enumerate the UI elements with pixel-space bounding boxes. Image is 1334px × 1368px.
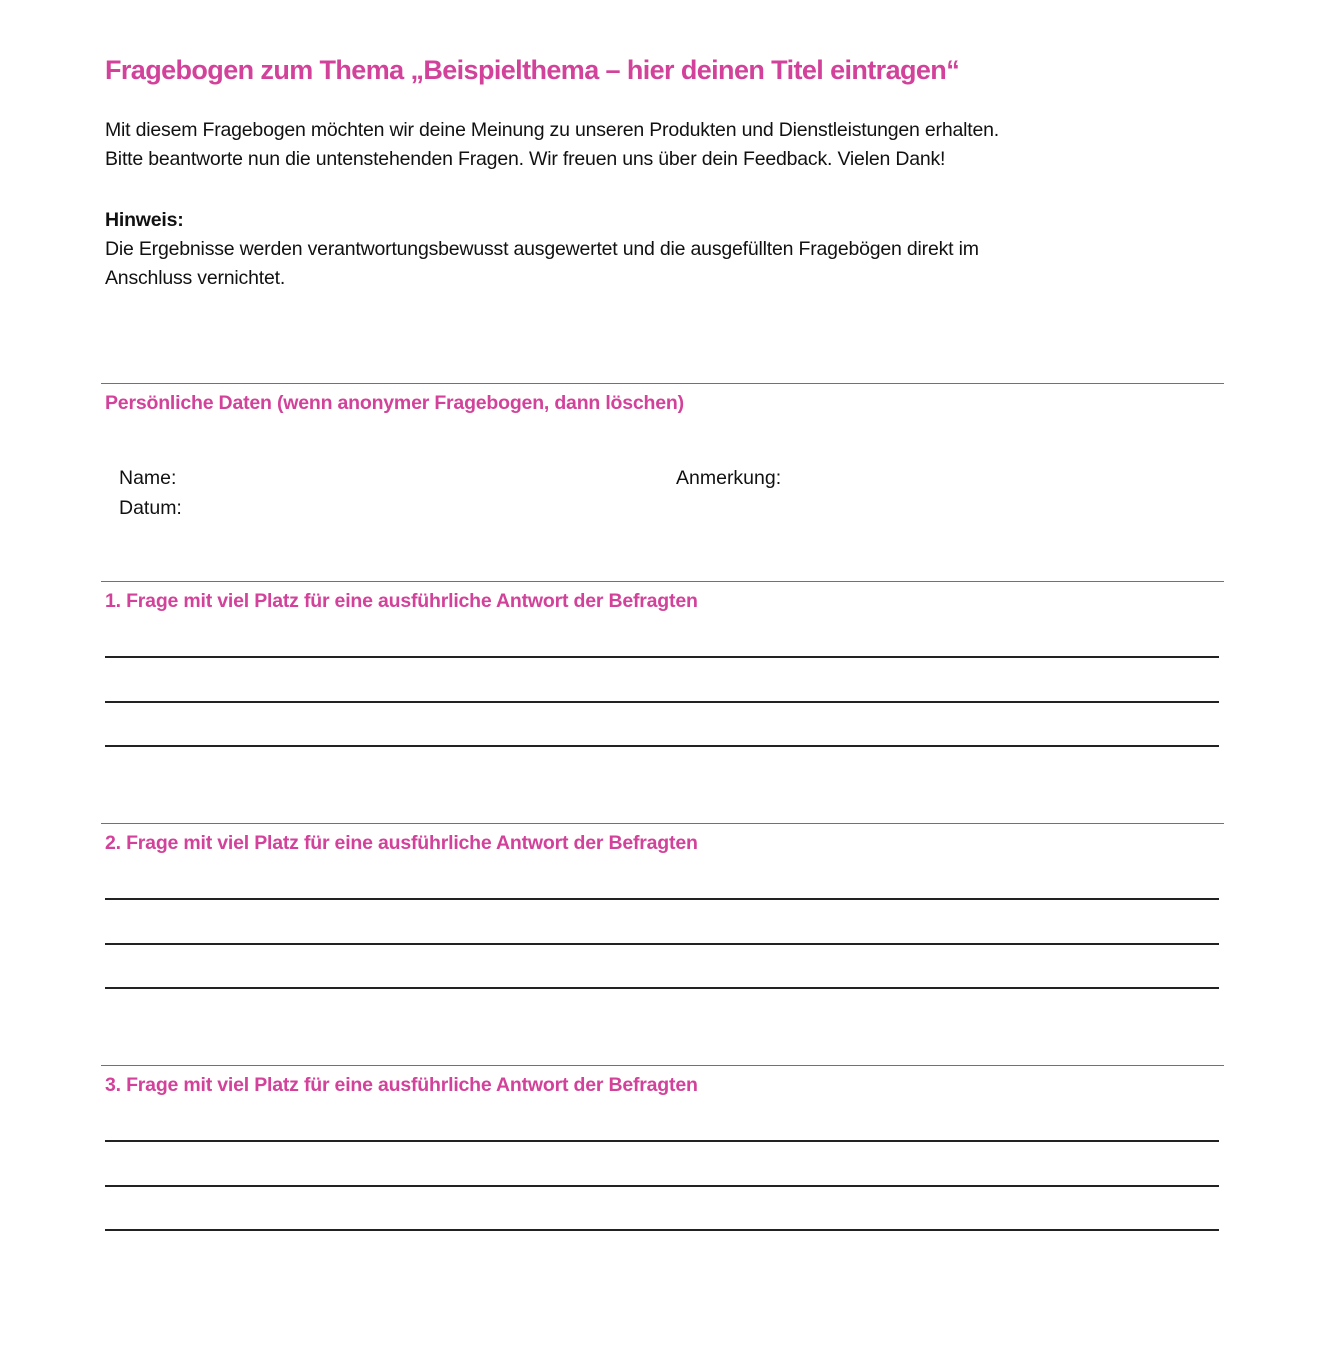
section-divider (101, 581, 1224, 582)
answer-line[interactable] (105, 1140, 1219, 1142)
answer-line[interactable] (105, 1185, 1219, 1187)
intro-line: Bitte beantworte nun die untenstehenden Fragen. Wir freuen uns über dein Feedback. Vielen Dank! (105, 148, 946, 170)
name-field-label[interactable]: Name: (119, 467, 177, 489)
answer-line[interactable] (105, 745, 1219, 747)
answer-line[interactable] (105, 701, 1219, 703)
notice-heading: Hinweis: (105, 209, 184, 231)
section-divider (101, 823, 1224, 824)
remark-field-label[interactable]: Anmerkung: (676, 467, 782, 489)
question-3-label: 3. Frage mit viel Platz für eine ausführliche Antwort der Befragten (105, 1074, 698, 1096)
intro-line: Mit diesem Fragebogen möchten wir deine Meinung zu unseren Produkten und Dienstleistungen erhalten. (105, 119, 999, 141)
date-field-label[interactable]: Datum: (119, 497, 182, 519)
notice-block (105, 206, 979, 293)
intro-text (105, 116, 999, 174)
notice-line: Anschluss vernichtet. (105, 267, 286, 289)
section-divider (101, 1065, 1224, 1066)
answer-line[interactable] (105, 943, 1219, 945)
personal-data-heading: Persönliche Daten (wenn anonymer Fragebogen, dann löschen) (105, 392, 684, 414)
notice-line: Die Ergebnisse werden verantwortungsbewusst ausgewertet und die ausgefüllten Fragebögen direkt im (105, 238, 979, 260)
answer-line[interactable] (105, 1229, 1219, 1231)
answer-line[interactable] (105, 898, 1219, 900)
answer-line[interactable] (105, 987, 1219, 989)
section-divider (101, 383, 1224, 384)
page-title: Fragebogen zum Thema „Beispielthema – hier deinen Titel eintragen“ (105, 55, 960, 85)
answer-line[interactable] (105, 656, 1219, 658)
question-1-label: 1. Frage mit viel Platz für eine ausführliche Antwort der Befragten (105, 590, 698, 612)
question-2-label: 2. Frage mit viel Platz für eine ausführliche Antwort der Befragten (105, 832, 698, 854)
